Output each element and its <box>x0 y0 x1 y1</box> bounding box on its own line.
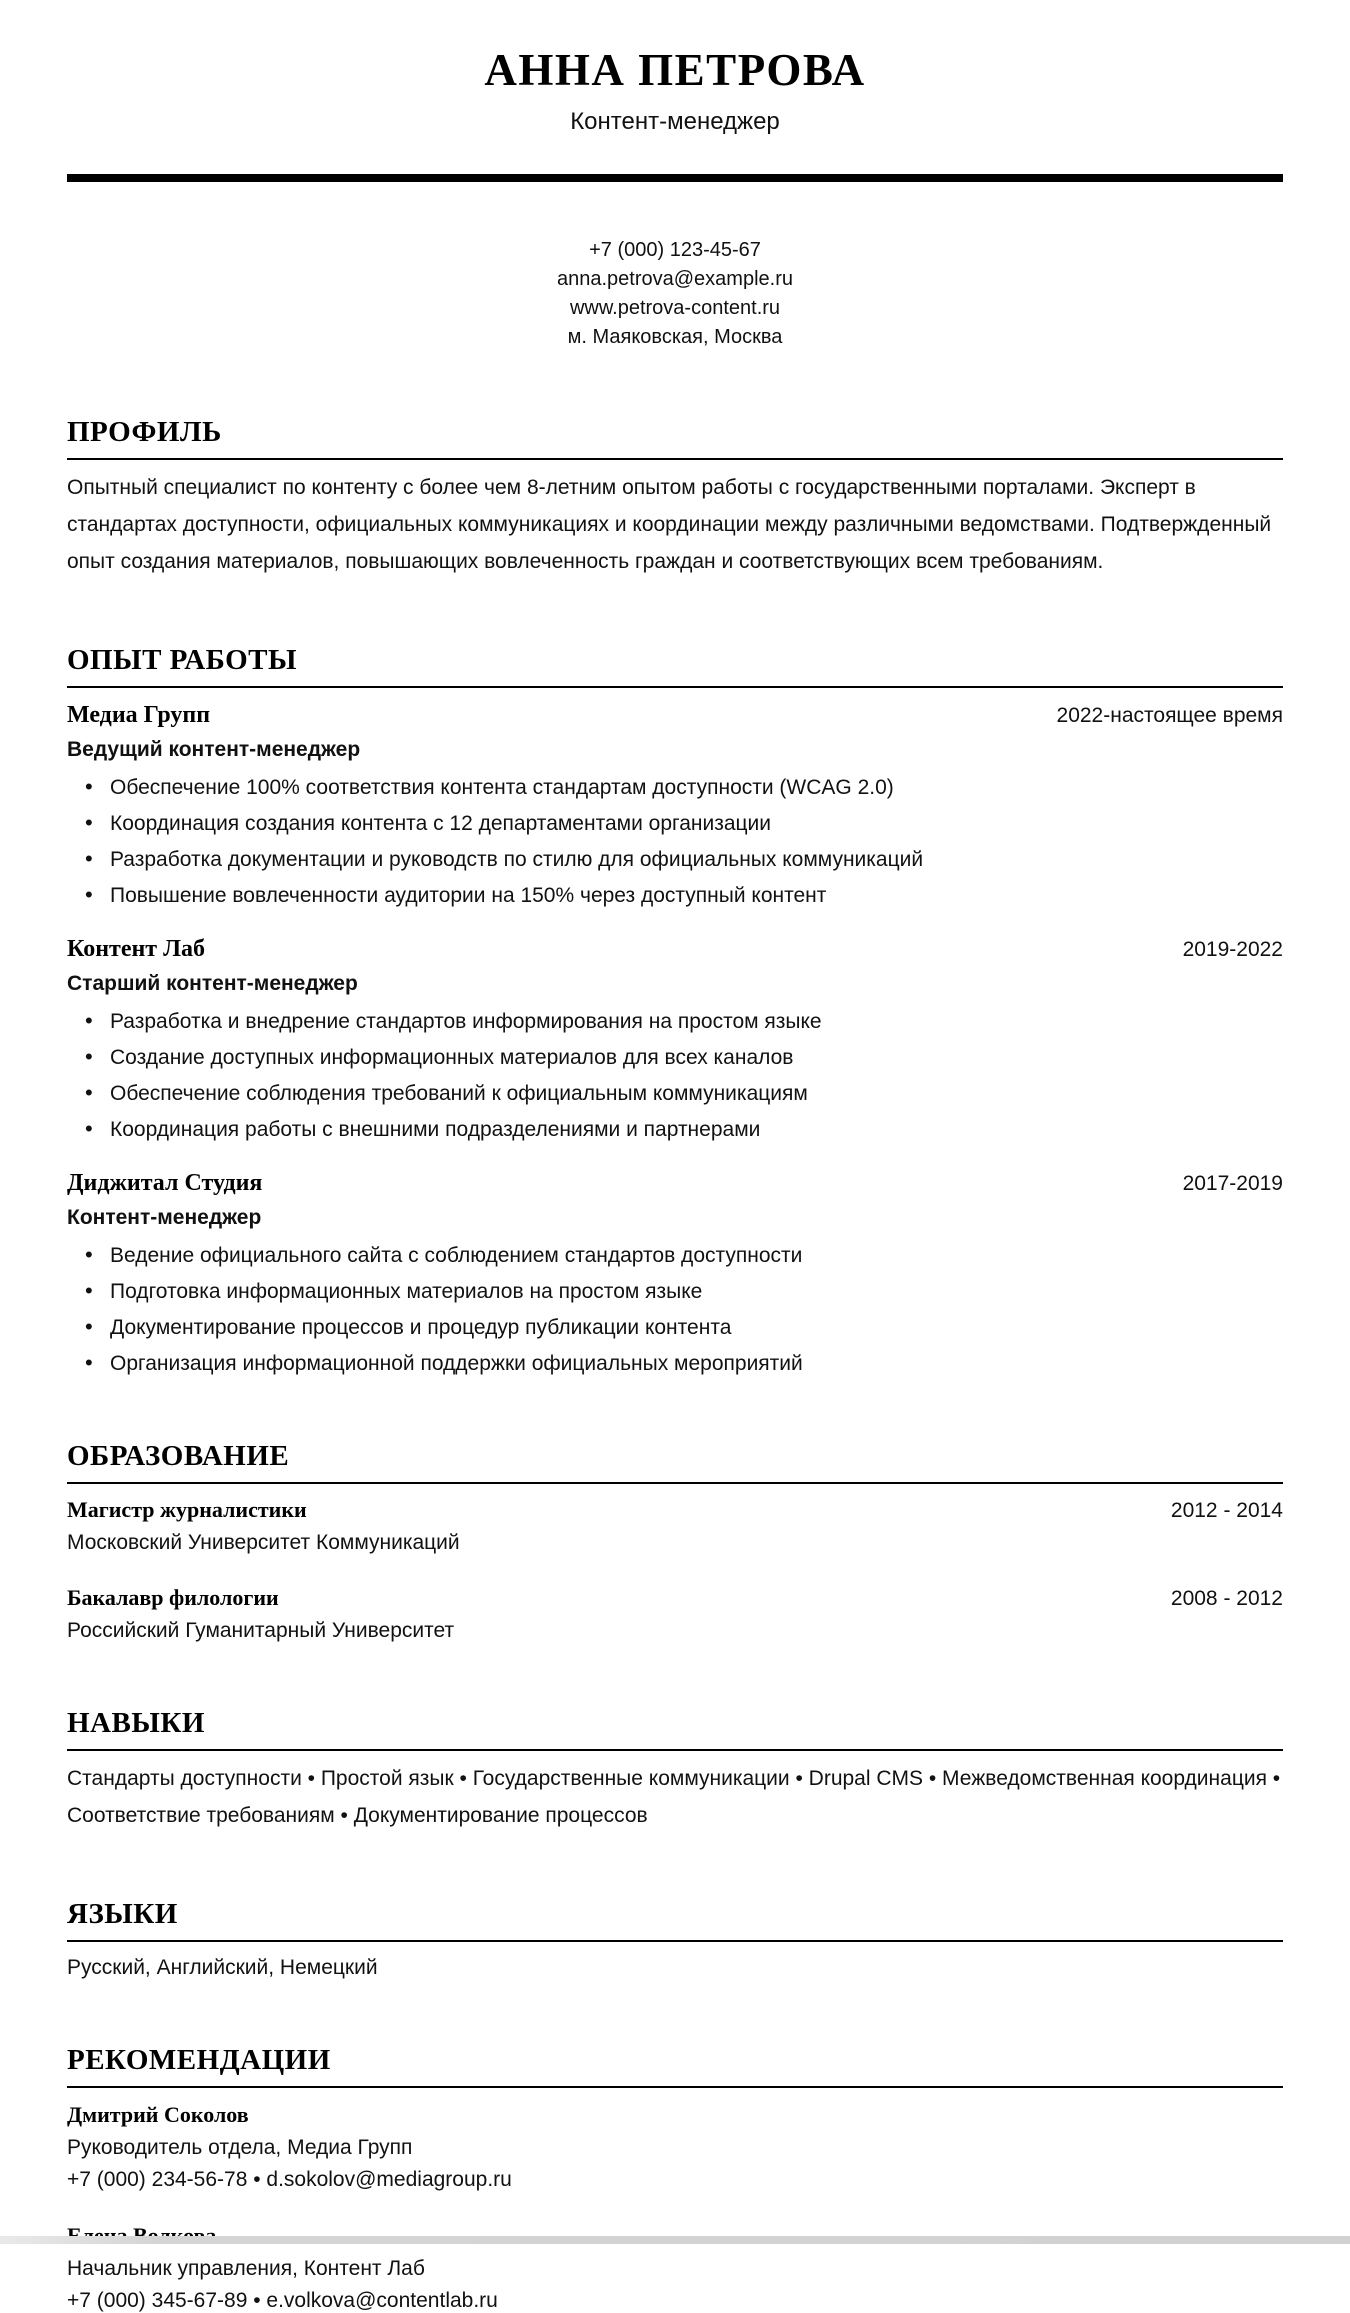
job-entry <box>67 1170 1283 1376</box>
job-bullet: • Организация информационной поддержки официальных мероприятий <box>67 1351 1283 1376</box>
section-divider <box>67 1940 1283 1942</box>
company-name: Медиа Групп <box>67 702 211 728</box>
profile-heading: ПРОФИЛЬ <box>67 416 222 448</box>
job-head <box>67 1170 1283 1197</box>
job-bullets <box>67 1243 1283 1376</box>
skills-text: Стандарты доступности • Простой язык • Государственные коммуникации • Drupal CMS • Межведомственная координация • Соответствие требованиям • Документирование процессов <box>67 1767 1281 1827</box>
resume-header <box>67 44 1283 182</box>
languages-heading: ЯЗЫКИ <box>67 1898 178 1930</box>
section-references <box>67 2044 1283 2313</box>
reference-name: Дмитрий Соколов <box>67 2102 249 2127</box>
reference-contact: +7 (000) 345-67-89 • e.volkova@contentlab.ru <box>67 2289 498 2312</box>
job-head <box>67 702 1283 729</box>
contact-website: www.petrova-content.ru <box>569 297 781 319</box>
skills-heading: НАВЫКИ <box>67 1707 205 1739</box>
education-heading: ОБРАЗОВАНИЕ <box>67 1440 290 1472</box>
section-education <box>67 1440 1283 1643</box>
degree-name: Бакалавр филологии <box>67 1585 279 1610</box>
section-experience <box>67 644 1283 1376</box>
job-bullets <box>67 1009 1283 1142</box>
person-job-title: Контент-менеджер <box>570 108 780 135</box>
job-entry <box>67 702 1283 908</box>
degree-head <box>67 1497 1283 1523</box>
job-head <box>67 936 1283 963</box>
contact-block <box>67 236 1283 352</box>
contact-location: м. Маяковская, Москва <box>567 326 783 348</box>
job-dates: 2022-настоящее время <box>1056 704 1283 727</box>
degree-entry <box>67 1585 1283 1643</box>
references-heading: РЕКОМЕНДАЦИИ <box>67 2044 331 2076</box>
degree-dates: 2012 - 2014 <box>1170 1499 1283 1522</box>
company-name: Диджитал Студия <box>67 1170 263 1196</box>
profile-text: Опытный специалист по контенту с более чем 8-летним опытом работы с государственными порталами. Эксперт в стандартах доступности, официальных коммуникациях и координации между различными ведомствами. Подтвержденный опыт создания материалов, повышающих вовлеченность граждан и соответствующих всем требованиям. <box>67 476 1272 573</box>
section-divider <box>67 458 1283 460</box>
job-entry <box>67 936 1283 1142</box>
company-name: Контент Лаб <box>67 936 205 962</box>
section-skills <box>67 1707 1283 1834</box>
person-name: АННА ПЕТРОВА <box>484 45 866 95</box>
job-bullet: • Подготовка информационных материалов на простом языке <box>67 1279 1283 1304</box>
degree-entry <box>67 1497 1283 1555</box>
job-title: Ведущий контент-менеджер <box>67 738 361 761</box>
job-bullet: • Координация работы с внешними подразделениями и партнерами <box>67 1117 1283 1142</box>
job-bullet: • Обеспечение 100% соответствия контента стандартам доступности (WCAG 2.0) <box>67 775 1283 800</box>
school-name: Московский Университет Коммуникаций <box>67 1531 460 1554</box>
job-bullet: • Координация создания контента с 12 департаментами организации <box>67 811 1283 836</box>
job-dates: 2019-2022 <box>1182 938 1283 961</box>
contact-phone: +7 (000) 123-45-67 <box>589 239 761 261</box>
job-bullets <box>67 775 1283 908</box>
section-profile <box>67 416 1283 580</box>
section-languages <box>67 1898 1283 1980</box>
degree-dates: 2008 - 2012 <box>1170 1587 1283 1610</box>
job-bullet: • Разработка документации и руководств по стилю для официальных коммуникаций <box>67 847 1283 872</box>
job-bullet: • Документирование процессов и процедур публикации контента <box>67 1315 1283 1340</box>
section-divider <box>67 1482 1283 1484</box>
languages-text: Русский, Английский, Немецкий <box>67 1956 378 1979</box>
page-bottom-edge <box>0 2236 1350 2244</box>
job-bullet: • Создание доступных информационных материалов для всех каналов <box>67 1045 1283 1070</box>
job-title: Старший контент-менеджер <box>67 972 358 995</box>
job-title: Контент-менеджер <box>67 1206 262 1229</box>
job-dates: 2017-2019 <box>1182 1172 1283 1195</box>
reference-entry <box>67 2102 1283 2192</box>
section-divider <box>67 686 1283 688</box>
experience-heading: ОПЫТ РАБОТЫ <box>67 644 297 676</box>
section-divider <box>67 2086 1283 2088</box>
job-bullet: • Ведение официального сайта с соблюдением стандартов доступности <box>67 1243 1283 1268</box>
job-bullet: • Обеспечение соблюдения требований к официальным коммуникациям <box>67 1081 1283 1106</box>
school-name: Российский Гуманитарный Университет <box>67 1619 455 1642</box>
degree-head <box>67 1585 1283 1611</box>
reference-role: Начальник управления, Контент Лаб <box>67 2257 425 2280</box>
contact-email: anna.petrova@example.ru <box>557 268 793 290</box>
job-bullet: • Повышение вовлеченности аудитории на 150% через доступный контент <box>67 883 1283 908</box>
reference-contact: +7 (000) 234-56-78 • d.sokolov@mediagroup.ru <box>67 2168 512 2191</box>
reference-role: Руководитель отдела, Медиа Групп <box>67 2136 413 2159</box>
section-divider <box>67 1749 1283 1751</box>
job-bullet: • Разработка и внедрение стандартов информирования на простом языке <box>67 1009 1283 1034</box>
degree-name: Магистр журналистики <box>67 1497 307 1522</box>
header-divider <box>67 174 1283 182</box>
